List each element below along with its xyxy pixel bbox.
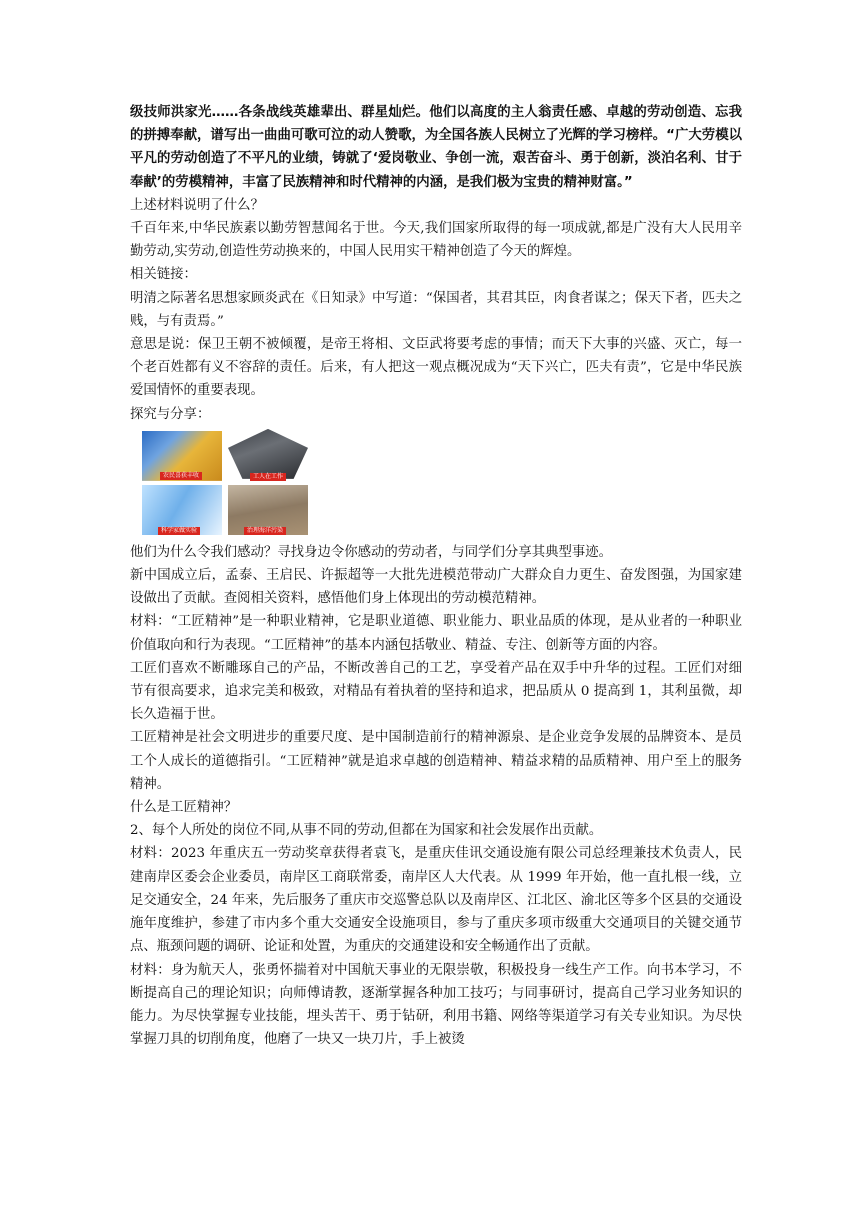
question-text: 什么是工匠精神？ <box>130 800 238 816</box>
paragraph: 新中国成立后，孟泰、王启民、许振超等一大批先进模范带动广大群众自力更生、奋发图强，为国家建设做出了贡献。查阅相关资料，感悟他们身上体现出的劳动模范精神。 <box>130 568 742 607</box>
bold-passage: 级技师洪家光……各条战线英雄辈出、群星灿烂。他们以高度的主人翁责任感、卓越的劳动创造、忘我的拼搏奉献，谱写出一曲曲可歌可泣的动人赞歌，为全国各族人民树立了光辉的学习榜样。“广大劳模以平凡的劳动创造了不平凡的业绩，铸就了‘爱岗敬业、争创一流，艰苦奋斗、勇于创新，淡泊名利、甘于奉献’的劳模精神，丰富了民族精神和时代精神的内涵，是我们极为宝贵的精神财富。” <box>130 105 742 190</box>
question-text: 上述材料说明了什么？ <box>130 197 264 213</box>
paragraph: 意思是说：保卫王朝不被倾覆，是帝王将相、文臣武将要考虑的事情；而天下大事的兴盛、灭亡，每一个老百姓都有义不容辞的责任。后来，有人把这一观点概况成为“天下兴亡，匹夫有责”，它是中华民族爱国情怀的重要表现。 <box>130 337 742 399</box>
material-paragraph: 材料：2023 年重庆五一劳动奖章获得者袁飞，是重庆佳讯交通设施有限公司总经理兼技术负责人，民建南岸区委会企业委员，南岸区工商联常委，南岸区人大代表。从 1999 年开始，他一直扎根一线，立足交通安全，24 年来，先后服务了重庆市交巡警总队以及南岸区、江北区、渝北区等多个区县的交通设施年度维护，参建了市内多个重大交通安全设施项目，参与了重庆多项市级重大交通项目的关键交通节点、瓶颈问题的调研、论证和处置，为重庆的交通建设和安全畅通作出了贡献。 <box>130 846 742 955</box>
paragraph: 千百年来,中华民族素以勤劳智慧闻名于世。今天,我们国家所取得的每一项成就,都是广没有大人民用辛勤劳动,实劳动,创造性劳动换来的，中国人民用实干精神创造了今天的辉煌。 <box>130 221 742 260</box>
photo-caption: 科学家做实验 <box>158 527 200 535</box>
question-text: 他们为什么令我们感动？寻找身边令你感动的劳动者，与同学们分享其典型事迹。 <box>130 544 613 560</box>
labor-photo-collage <box>132 429 314 539</box>
document-page <box>130 101 742 1051</box>
numbered-point: 2、每个人所处的岗位不同,从事不同的劳动,但都在为国家和社会发展作出贡献。 <box>130 823 603 839</box>
paragraph: 工匠精神是社会文明进步的重要尺度、是中国制造前行的精神源泉、是企业竞争发展的品牌资本、是员工个人成长的道德指引。“工匠精神”就是追求卓越的创造精神、精益求精的品质精神、用户至上的服务精神。 <box>130 730 742 792</box>
section-label: 相关链接： <box>130 267 197 283</box>
photo-caption: 治理海洋污染 <box>244 527 286 535</box>
photo-caption: 农民喜获丰收 <box>160 472 202 480</box>
quote-paragraph: 明清之际著名思想家顾炎武在《日知录》中写道：“保国者，其君其臣，肉食者谋之；保天下者，匹夫之贱，与有责焉。” <box>130 290 742 329</box>
worker-photo <box>228 429 308 479</box>
material-paragraph: 材料：“工匠精神”是一种职业精神，它是职业道德、职业能力、职业品质的体现，是从业者的一种职业价值取向和行为表现。“工匠精神”的基本内涵包括敬业、精益、专注、创新等方面的内容。 <box>130 614 742 653</box>
paragraph: 工匠们喜欢不断雕琢自己的产品，不断改善自己的工艺，享受着产品在双手中升华的过程。工匠们对细节有很高要求，追求完美和极致，对精品有着执着的坚持和追求，把品质从 0 提高到 1，其利虽微，却长久造福于世。 <box>130 660 742 723</box>
material-paragraph: 材料：身为航天人，张勇怀揣着对中国航天事业的无限崇敬，积极投身一线生产工作。向书本学习，不断提高自己的理论知识；向师傅请教，逐渐掌握各种加工技巧；与同事研讨，提高自己学习业务知识的能力。为尽快掌握专业技能，埋头苦干、勇于钻研，利用书籍、网络等渠道学习有关专业知识。为尽快掌握刀具的切削角度，他磨了一块又一块刀片，手上被烫 <box>130 962 742 1048</box>
photo-caption: 工人在工作 <box>250 473 286 481</box>
section-label: 探究与分享： <box>130 406 211 422</box>
